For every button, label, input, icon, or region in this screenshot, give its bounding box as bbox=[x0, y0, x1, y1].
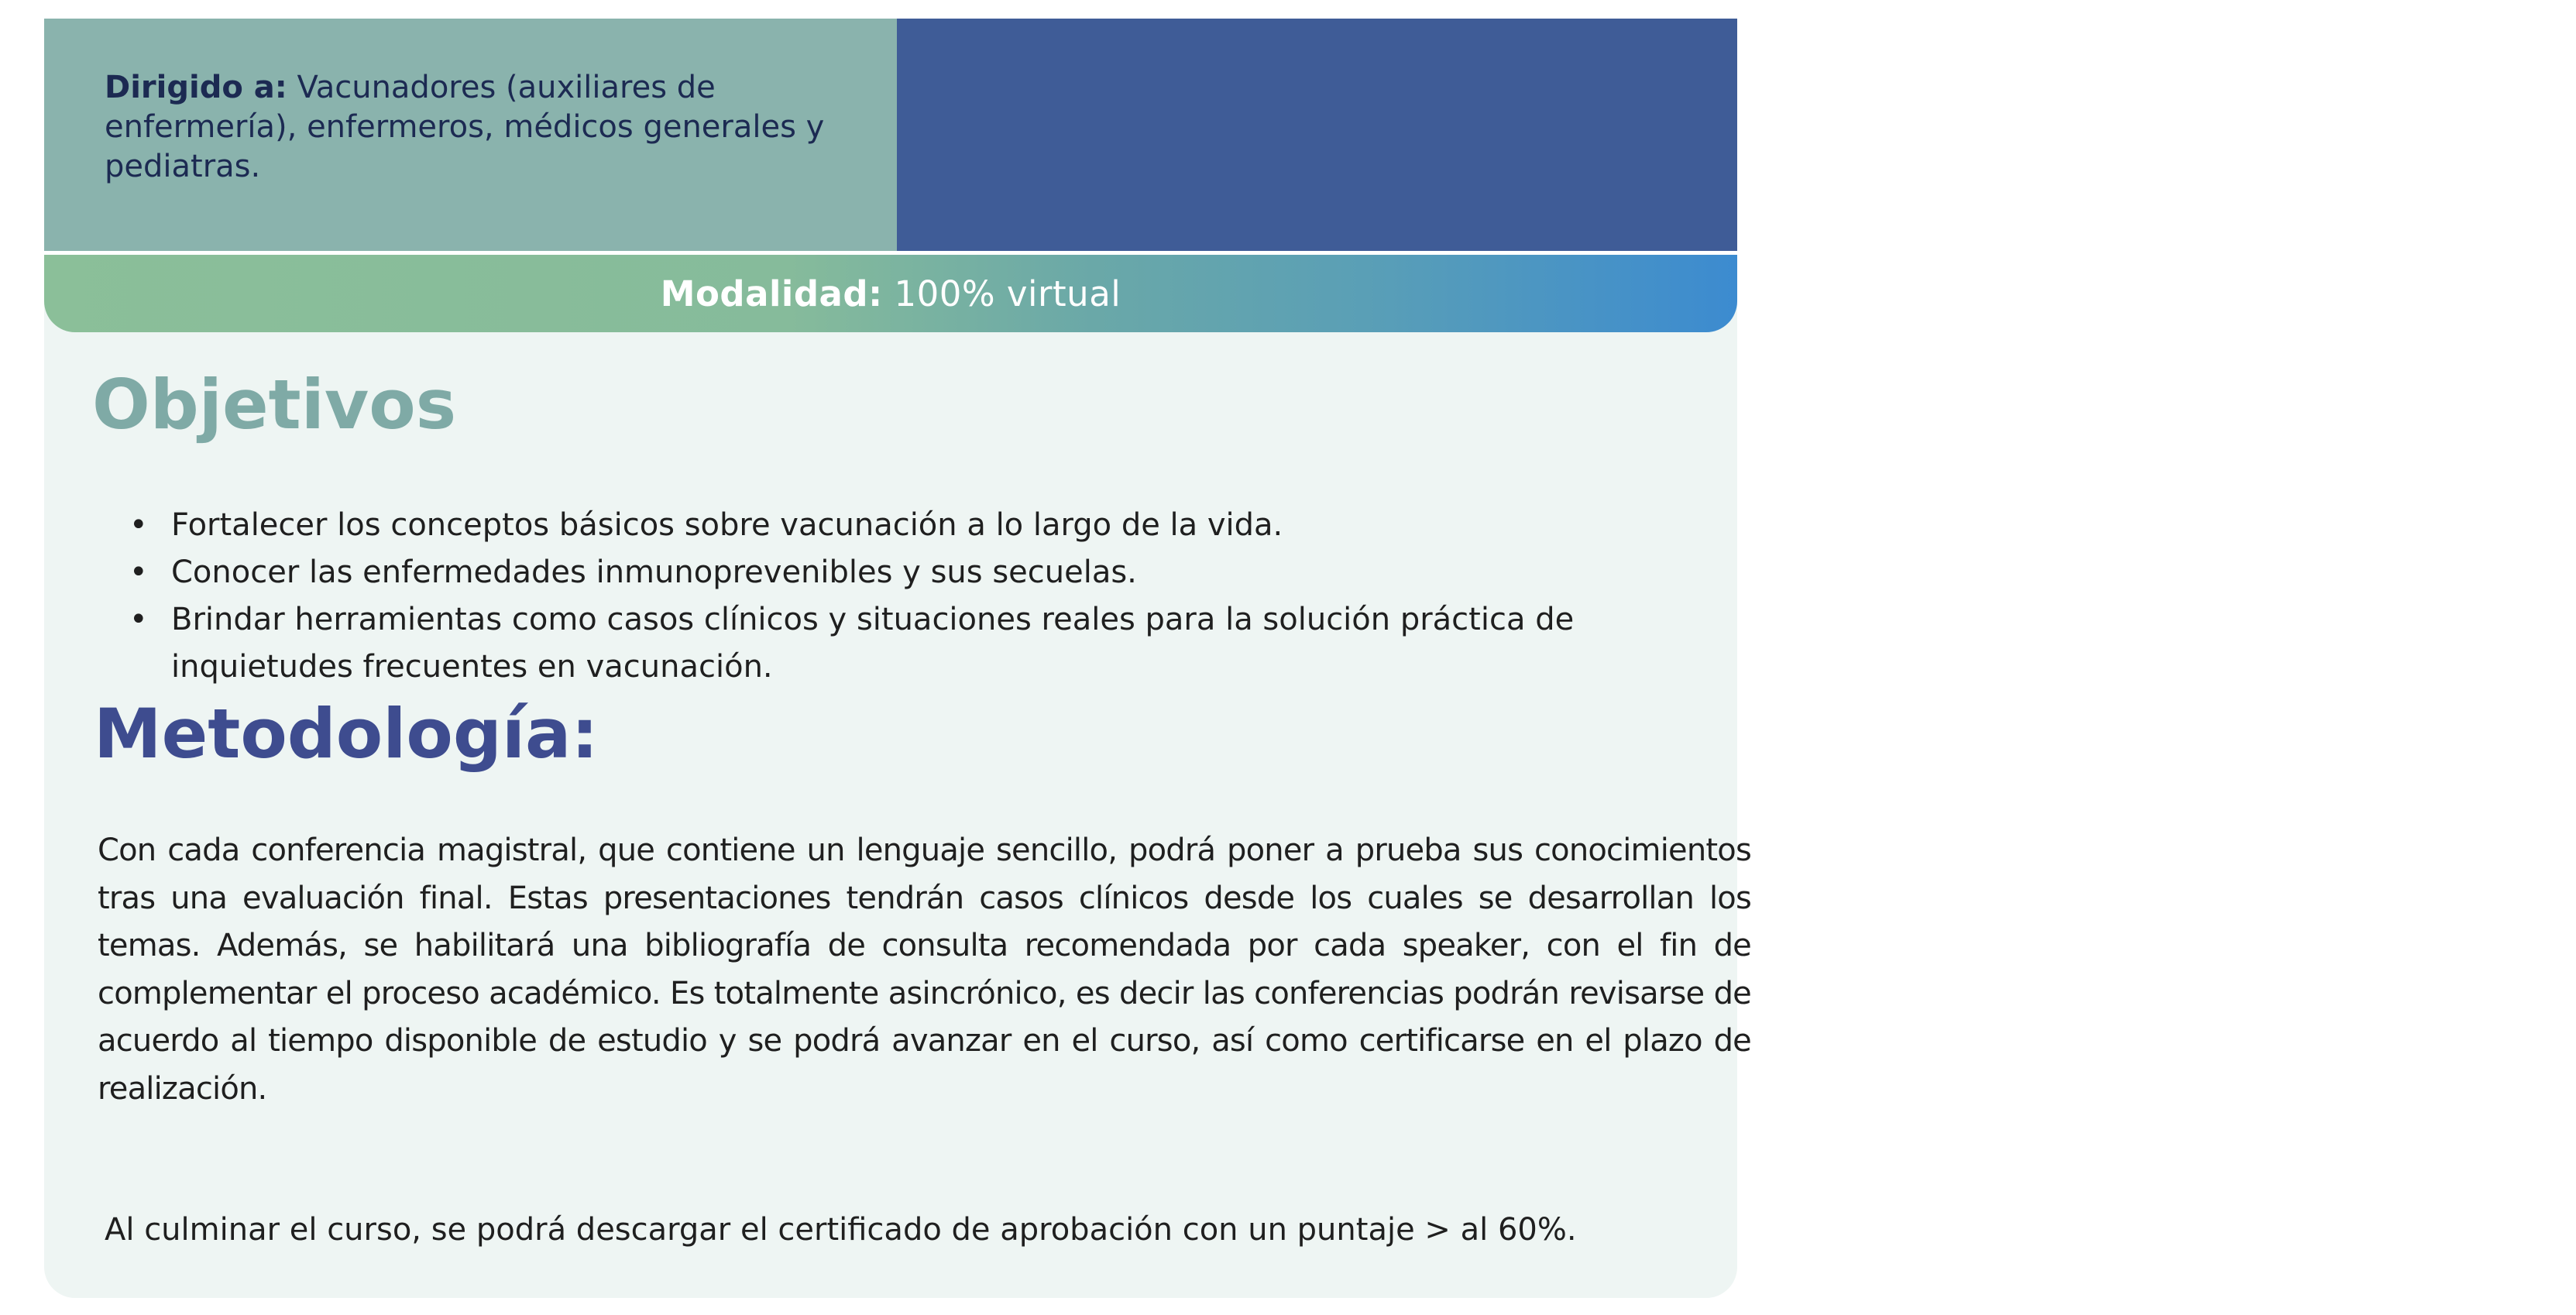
detail-fecha bbox=[1778, 164, 2576, 212]
modalidad-value: 100% virtual bbox=[894, 273, 1121, 314]
list-item bbox=[129, 596, 1678, 691]
bullet-icon: • bbox=[129, 554, 148, 590]
audience-label: Dirigido a: bbox=[105, 70, 287, 105]
intensidad-label: Intensidad horaria: bbox=[1778, 74, 2114, 110]
fecha-value: Según inscripción bbox=[2061, 170, 2336, 206]
metodologia-paragraph: Con cada conferencia magistral, que contiene un lenguaje sencillo, podrá poner a prueba sus conocimientos tras una evaluación final. Estas presentaciones tendrán casos clínicos desde los cuales se desarrollan los temas. Además, se habilitará una bibliografía de consulta recomendada por cada speaker, con el fin de complementar el proceso académico. Es totalmente asincrónico, es decir las conferencias podrán revisarse de acuerdo al tiempo disponible de estudio y se podrá avanzar en el curso, así como certificarse en el plazo de realización. bbox=[98, 833, 1751, 1107]
detail-intensidad bbox=[1778, 68, 2576, 116]
intensidad-value: 40 horas bbox=[2123, 74, 2259, 110]
bullet-icon: • bbox=[129, 602, 148, 637]
objetivos-heading: Objetivos bbox=[92, 365, 457, 445]
audience-panel bbox=[44, 19, 897, 251]
objetivos-list bbox=[129, 502, 1678, 691]
detail-duracion bbox=[1778, 116, 2576, 164]
duracion-value: Un mes y medio bbox=[1956, 122, 2209, 158]
metodologia-heading: Metodología: bbox=[94, 694, 599, 774]
objetivo-text: Brindar herramientas como casos clínicos y situaciones reales para la solución práctica de inquietudes frecuentes en vacunación. bbox=[171, 602, 1575, 685]
list-item bbox=[129, 549, 1678, 596]
audience-value: Vacunadores (auxiliares de enfermería), enfermeros, médicos generales y pediatras. bbox=[105, 70, 825, 184]
duracion-label: Duración: bbox=[1778, 122, 1947, 158]
bullet-icon: • bbox=[129, 507, 148, 543]
fecha-label: Fecha de inicio: bbox=[1778, 170, 2052, 206]
objetivo-text: Conocer las enfermedades inmunoprevenibles y sus secuelas. bbox=[171, 554, 1137, 590]
modalidad-band bbox=[44, 255, 1737, 332]
course-info-card bbox=[44, 19, 2336, 1298]
course-details bbox=[1778, 68, 2576, 212]
list-item bbox=[129, 502, 1678, 549]
objetivo-text: Fortalecer los conceptos básicos sobre vacunación a lo largo de la vida. bbox=[171, 507, 1283, 543]
certificado-note: Al culminar el curso, se podrá descargar el certificado de aprobación con un puntaje > al 60%. bbox=[105, 1212, 1577, 1248]
audience-text bbox=[105, 68, 879, 187]
modalidad-label: Modalidad: bbox=[660, 273, 883, 314]
course-details-panel bbox=[897, 19, 2336, 251]
